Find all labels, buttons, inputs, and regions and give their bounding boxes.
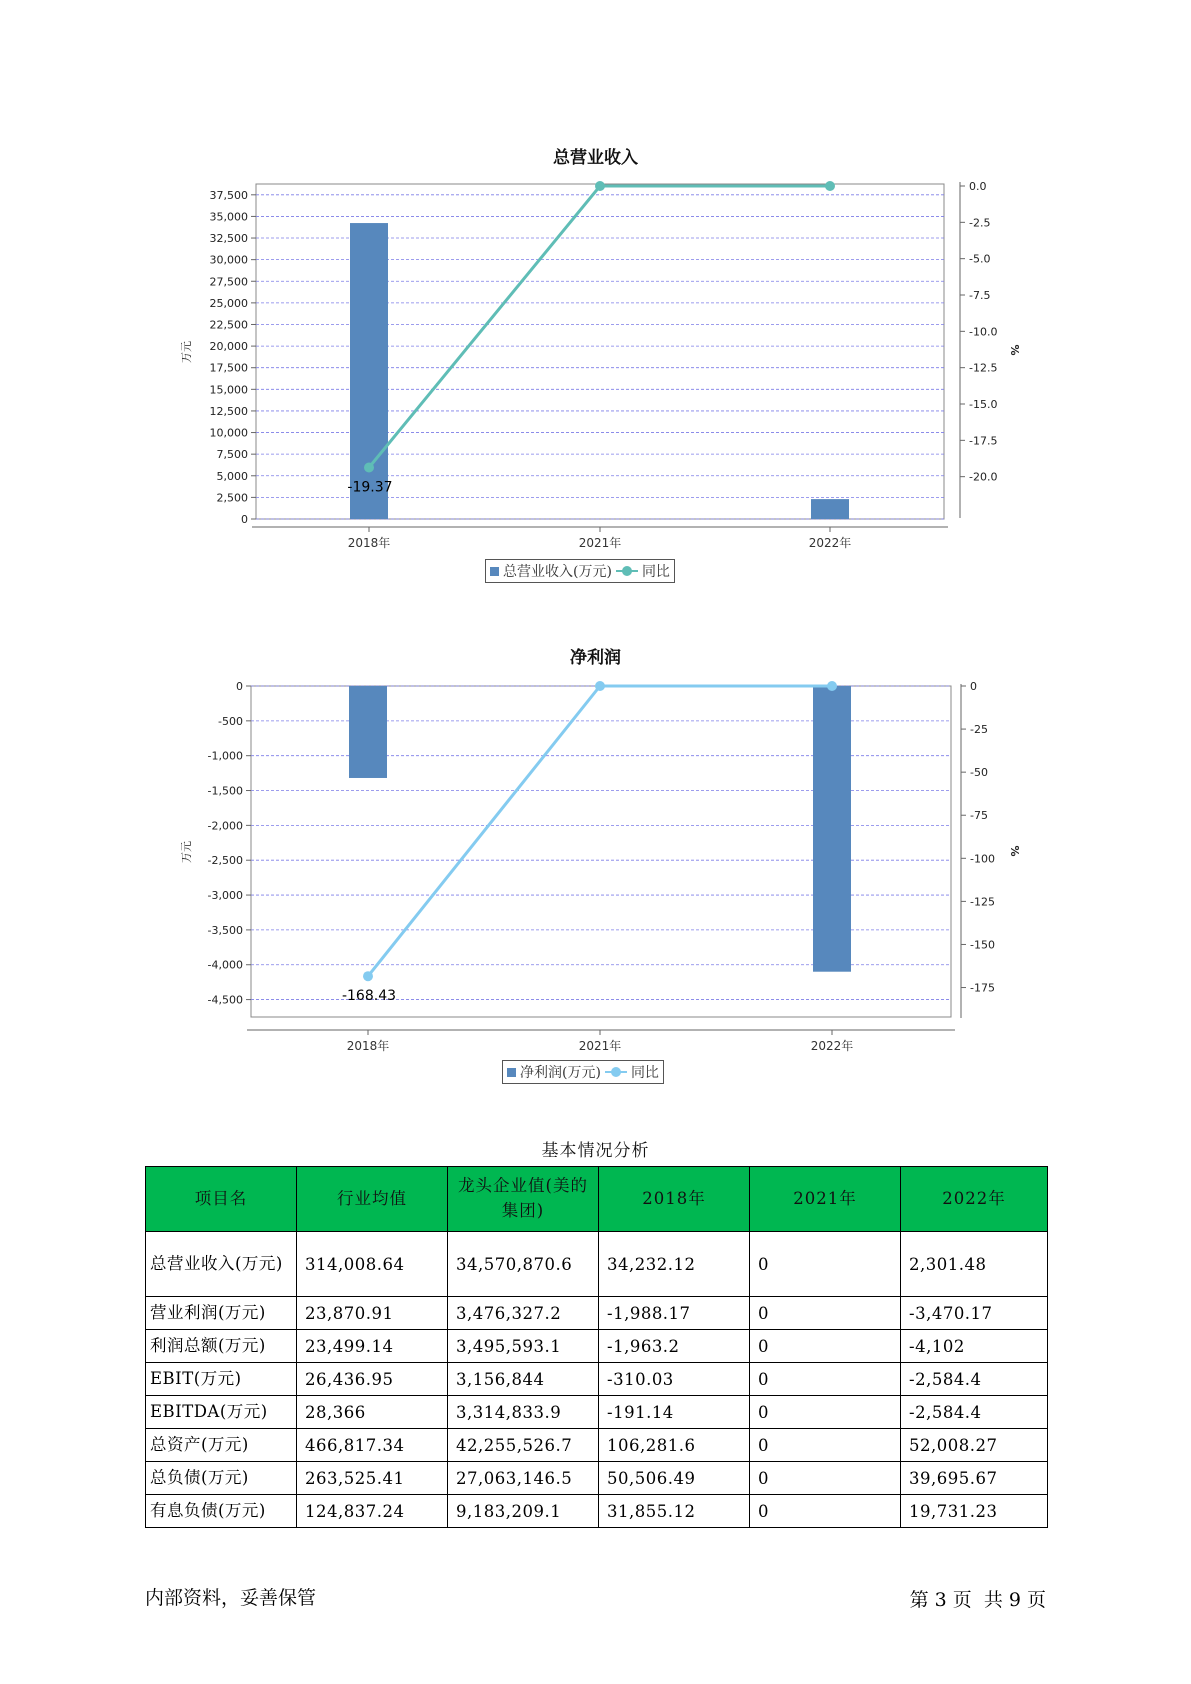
y-tick-label: -1,500 [207,784,243,798]
table-header-cell: 项目名 [146,1167,297,1232]
table-cell: 0 [750,1462,901,1495]
table-row [146,1396,1048,1429]
y-tick-label: 37,500 [209,188,248,202]
table-cell: 23,870.91 [297,1297,448,1330]
y-tick-label: 27,500 [209,275,248,289]
y-tick-label: -500 [218,714,243,728]
table-cell: 0 [750,1363,901,1396]
table-cell: 26,436.95 [297,1363,448,1396]
y-axis-label: 万元 [180,841,193,863]
y-axis-label: 万元 [180,341,193,363]
table-cell: 0 [750,1429,901,1462]
table-row [146,1462,1048,1495]
table-cell: 3,495,593.1 [448,1330,599,1363]
table-cell: 0 [750,1330,901,1363]
y2-tick-label: -175 [970,981,995,995]
y-tick-label: 7,500 [216,448,248,462]
y2-tick-label: -2.5 [969,216,991,230]
table-row-label: EBIT(万元) [146,1363,297,1396]
table-header-cell: 龙头企业值(美的集团) [448,1167,599,1232]
y2-tick-label: 0.0 [969,180,987,193]
y-tick-label: -4,500 [207,993,243,1007]
y-tick-label: -2,500 [207,854,243,868]
table-row [146,1297,1048,1330]
y-tick-label: 25,000 [209,296,248,310]
table-cell: 314,008.64 [297,1232,448,1297]
table-cell: 52,008.27 [901,1429,1048,1462]
footer-confidential-note: 内部资料，妥善保管 [145,1587,317,1609]
y-tick-label: 17,500 [209,361,248,375]
line-point [595,681,605,691]
x-tick-label: 2021年 [578,1039,622,1053]
legend-label-yoy: 同比 [630,1065,659,1081]
table-cell: 0 [750,1396,901,1429]
x-tick-label: 2022年 [810,1039,854,1053]
table-row-label: 总负债(万元) [146,1462,297,1495]
table-cell: 2,301.48 [901,1232,1048,1297]
y-tick-label: 0 [236,680,243,693]
y2-tick-label: -25 [970,723,988,737]
table-row [146,1232,1048,1297]
y-tick-label: 5,000 [216,469,248,483]
table-cell: -2,584.4 [901,1396,1048,1429]
y-tick-label: 0 [241,513,248,526]
y2-axis-label: % [1008,845,1021,857]
table-cell: -310.03 [599,1363,750,1396]
line-point [363,971,373,981]
y2-tick-label: -5.0 [969,252,991,266]
line-series [368,686,832,976]
y-tick-label: 12,500 [209,404,248,418]
table-header-cell: 行业均值 [297,1167,448,1232]
table-cell: -3,470.17 [901,1297,1048,1330]
table-header-cell: 2022年 [901,1167,1048,1232]
data-label: -19.37 [347,479,393,496]
table-cell: -1,988.17 [599,1297,750,1330]
table-row-label: 总营业收入(万元) [146,1232,297,1297]
y2-axis-label: % [1008,344,1021,356]
table-cell: 50,506.49 [599,1462,750,1495]
table-row-label: 营业利润(万元) [146,1297,297,1330]
y-tick-label: 22,500 [209,318,248,332]
table-cell: 466,817.34 [297,1429,448,1462]
basic-analysis-table [145,1166,1048,1528]
table-row-label: EBITDA(万元) [146,1396,297,1429]
table-cell: 9,183,209.1 [448,1495,599,1528]
y-tick-label: -2,000 [207,819,243,833]
legend-bar-swatch [507,1068,516,1077]
table-row-label: 总资产(万元) [146,1429,297,1462]
table-row [146,1363,1048,1396]
y-tick-label: 20,000 [209,340,248,354]
table-cell: -1,963.2 [599,1330,750,1363]
footer-page-number: 第 3 页 共 9 页 [909,1589,1046,1611]
y2-tick-label: -20.0 [969,470,998,484]
y2-tick-label: -50 [970,766,988,780]
table-cell: 39,695.67 [901,1462,1048,1495]
table-cell: 42,255,526.7 [448,1429,599,1462]
y-tick-label: 35,000 [209,210,248,224]
table-cell: 3,314,833.9 [448,1396,599,1429]
y-tick-label: -4,000 [207,958,243,972]
table-cell: 263,525.41 [297,1462,448,1495]
table-cell: 27,063,146.5 [448,1462,599,1495]
table-cell: -2,584.4 [901,1363,1048,1396]
y-tick-label: 30,000 [209,253,248,267]
y2-tick-label: -15.0 [969,398,998,411]
table-row-label: 利润总额(万元) [146,1330,297,1363]
line-point [827,681,837,691]
table-header-cell: 2018年 [599,1167,750,1232]
table-cell: 124,837.24 [297,1495,448,1528]
table-cell: 28,366 [297,1396,448,1429]
net-profit-chart-legend [502,1060,664,1084]
y2-tick-label: -17.5 [969,434,998,448]
bar [349,686,387,778]
table-cell: 0 [750,1297,901,1330]
x-tick-label: 2021年 [578,536,622,550]
table-cell: -191.14 [599,1396,750,1429]
y-tick-label: 10,000 [209,426,248,440]
y-tick-label: -3,500 [207,923,243,937]
table-header-row [146,1167,1048,1232]
chart-title-revenue: 总营业收入 [553,148,638,168]
y2-tick-label: -100 [970,852,995,866]
table-cell: 31,855.12 [599,1495,750,1528]
table-cell: 19,731.23 [901,1495,1048,1528]
y2-tick-label: 0 [970,680,977,693]
x-tick-label: 2018年 [346,1039,390,1053]
table-cell: 23,499.14 [297,1330,448,1363]
y2-tick-label: -125 [970,895,995,909]
y-tick-label: 15,000 [209,383,248,397]
legend-label-yoy: 同比 [641,564,670,580]
table-cell: 3,476,327.2 [448,1297,599,1330]
y-tick-label: -1,000 [207,749,243,763]
table-row [146,1330,1048,1363]
table-row-label: 有息负债(万元) [146,1495,297,1528]
x-tick-label: 2022年 [808,536,852,550]
y-tick-label: 2,500 [216,491,248,505]
table-cell: 3,156,844 [448,1363,599,1396]
table-cell: 34,232.12 [599,1232,750,1297]
table-row [146,1429,1048,1462]
table-caption: 基本情况分析 [541,1141,650,1161]
x-tick-label: 2018年 [347,536,391,550]
table-header-cell: 2021年 [750,1167,901,1232]
y2-tick-label: -7.5 [969,289,991,302]
y2-tick-label: -10.0 [969,325,998,339]
table-cell: -4,102 [901,1330,1048,1363]
legend-label-net-profit: 净利润(万元) [520,1065,601,1081]
table-row [146,1495,1048,1528]
table-cell: 0 [750,1495,901,1528]
table-cell: 0 [750,1232,901,1297]
table-body [146,1232,1048,1528]
data-label: -168.43 [341,988,397,1005]
y-tick-label: -3,000 [207,889,243,903]
legend-line-swatch [605,1067,627,1077]
y-tick-label: 32,500 [209,232,248,246]
table-cell: 106,281.6 [599,1429,750,1462]
y2-tick-label: -12.5 [969,361,998,375]
y2-tick-label: -75 [970,809,988,823]
chart-title-net-profit: 净利润 [570,648,621,668]
bar [813,686,851,972]
legend-label-revenue: 总营业收入(万元) [503,564,612,580]
table-cell: 34,570,870.6 [448,1232,599,1297]
y2-tick-label: -150 [970,938,995,952]
